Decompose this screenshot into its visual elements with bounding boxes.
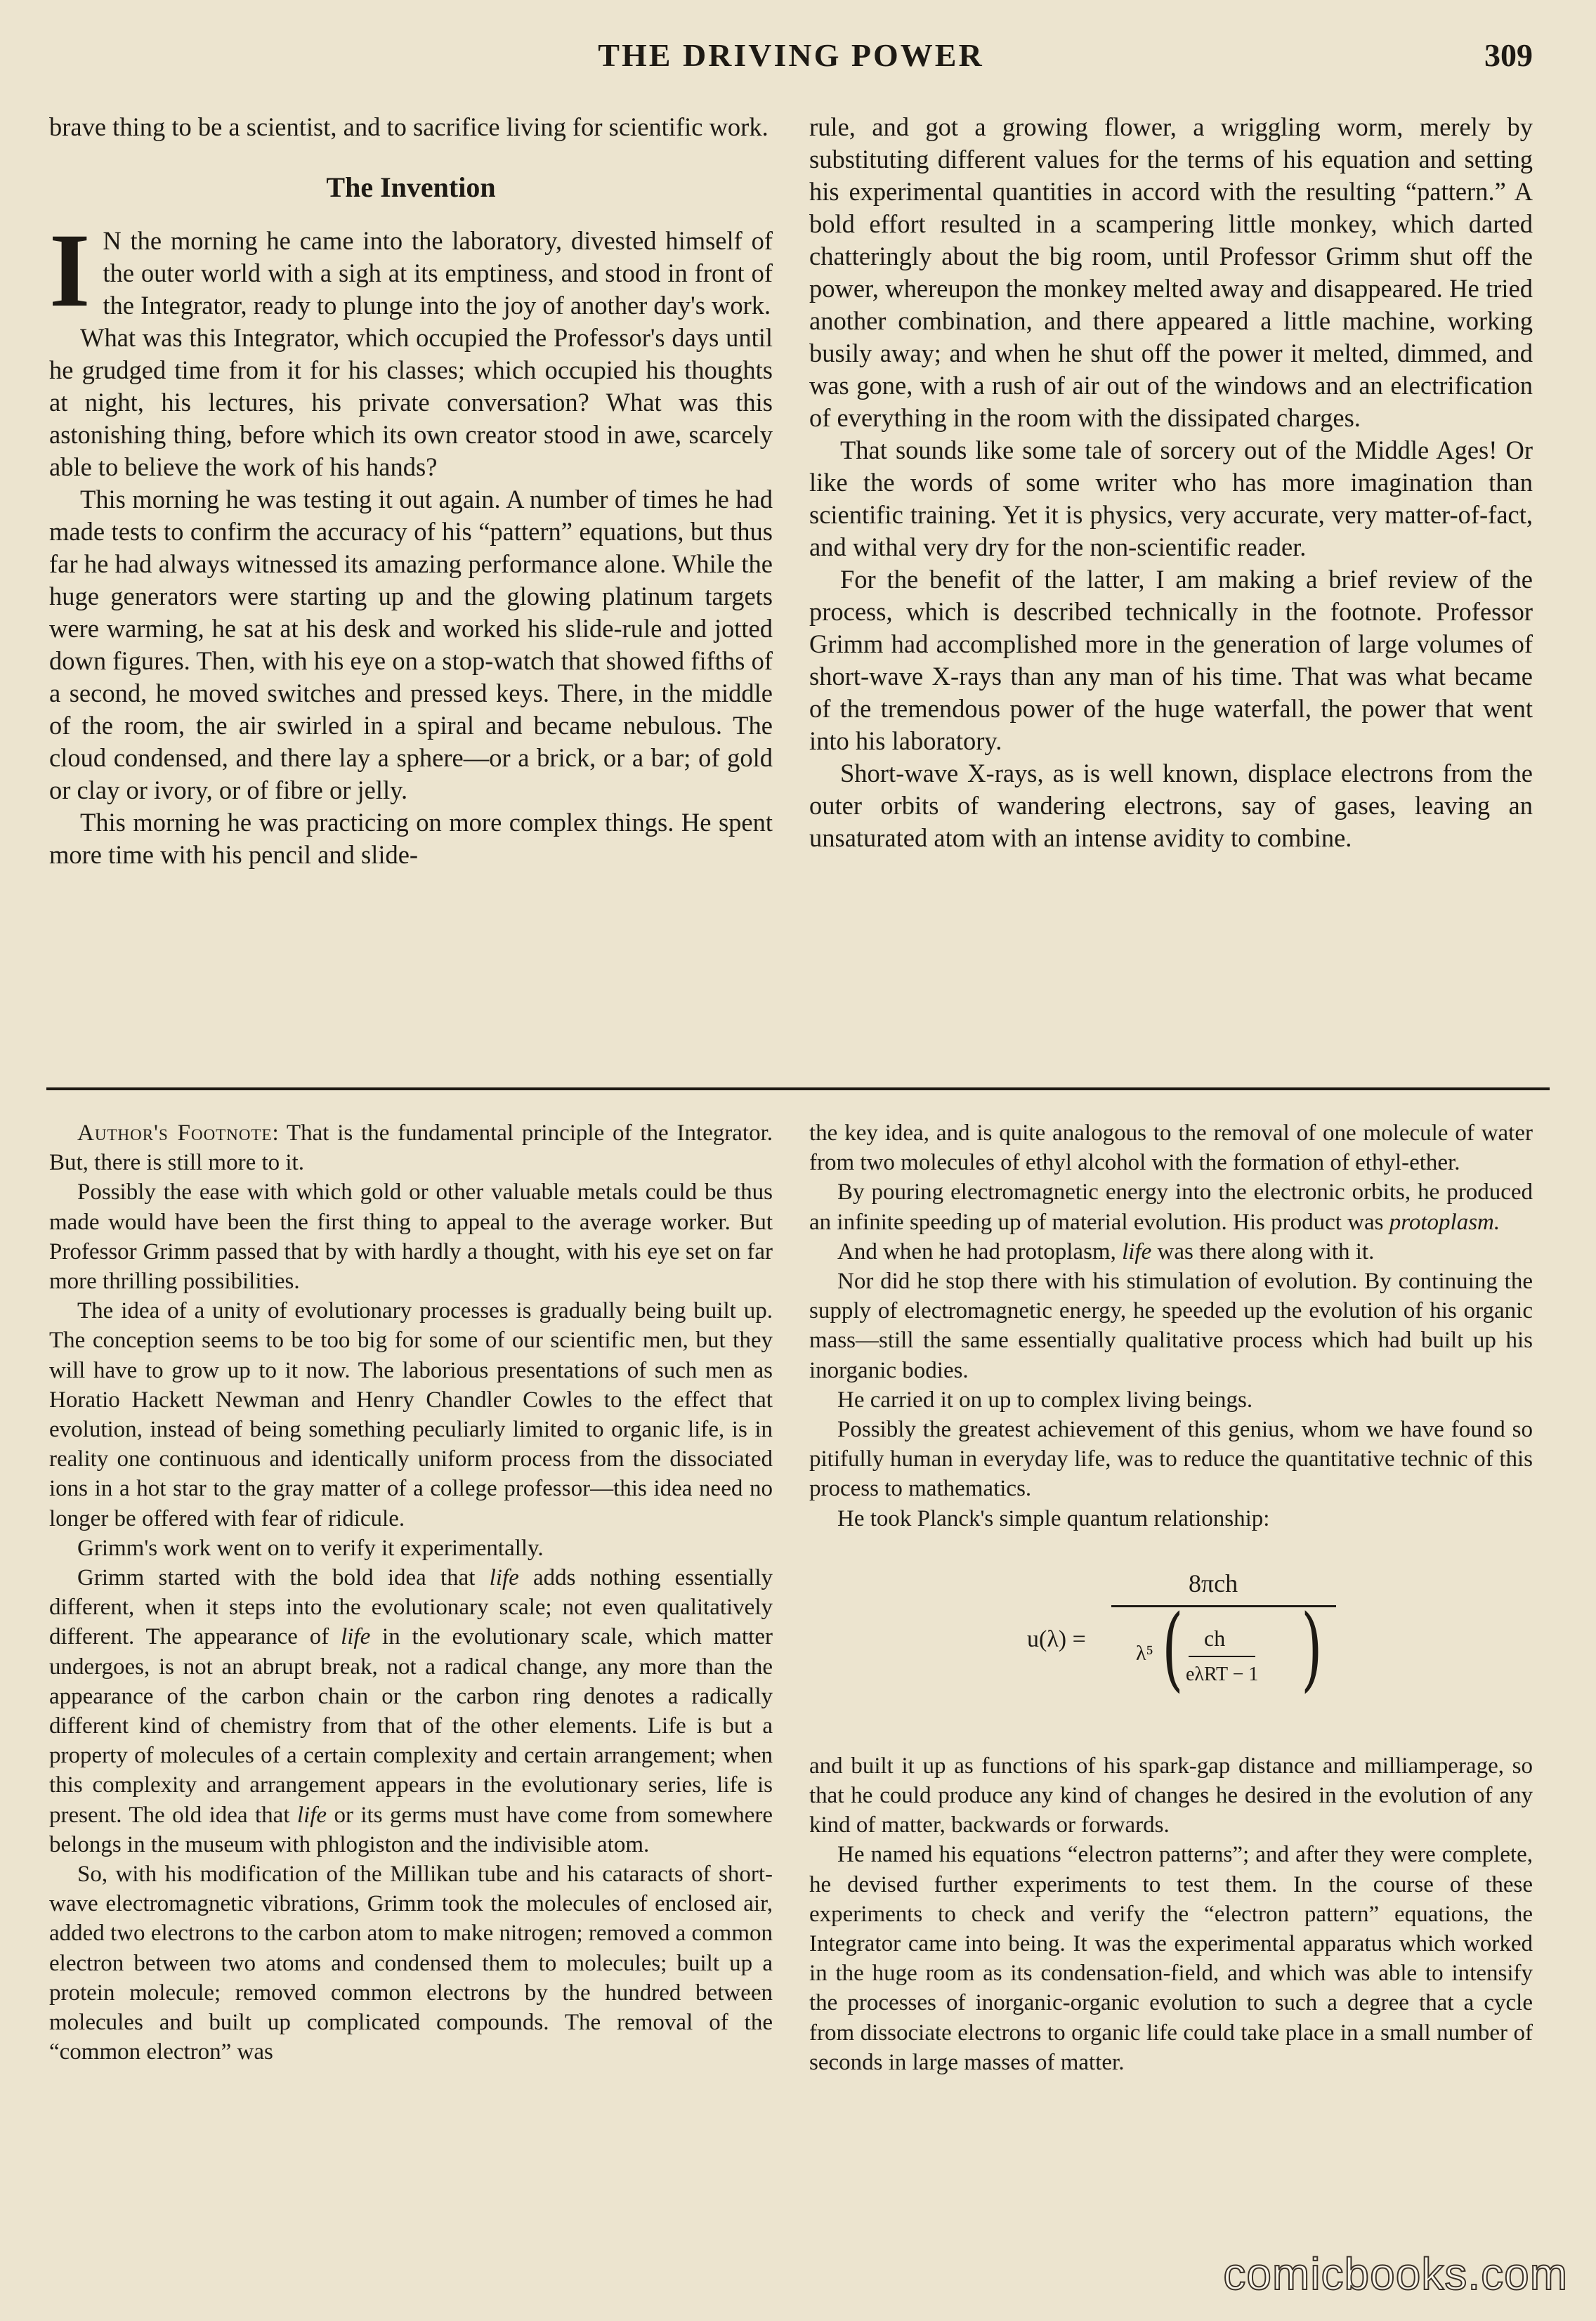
equation-lambda: λ⁵ [1136,1641,1154,1665]
footnote-paragraph [49,1563,773,1859]
footnote-paragraph [49,1118,773,1177]
italic-word: life [489,1565,519,1591]
story-paragraph: This morning he was testing it out again. A number of times he had made tests to confirm the accuracy of his “pattern” equations, but thus far he had always witnessed its amazing performance alone. While the huge generators were starting up and the glowing platinum targets were warming, he sat at his desk and worked his slide-rule and jotted down figures. Then, with his eye on a stop-watch that showed fifths of a second, he moved switches and pressed keys. There, in the middle of the room, the air swirled in a spiral and became nebulous. The cloud condensed, and there lay a sphere—or a brick, or a bar; of gold or clay or ivory, or of fibre or jelly. [49,485,773,804]
footnote-paragraph: He named his equations “electron patterns”; and after they were complete, he devised further experiments to test them. In the course of these experiments to check and verify the “electron pattern” equations, the Integrator came into being. It was the experimental apparatus which worked in the huge room as its condensation-field, and which was able to intensify the processes of inorganic-organic evolution to such a degree that a cycle from dissociate electrons to organic life could take place in a small number of seconds in large masses of matter. [809,1842,1533,2075]
italic-word: life [296,1802,327,1828]
footnote-text: : That is the fundamental principle of the Integrator. But, there is still more to it. [49,1120,773,1176]
story-paragraph: rule, and got a growing flower, a wriggling worm, merely by substituting different values for the terms of his equation and setting his experimental quantities in accord with the resulting “pattern.” A bold effort resulted in a scampering little monkey, which darted chatteringly about the big room, until Professor Grimm shut off the power, whereupon the monkey melted away and disappeared. He tried another combination, and there appeared a little machine, working busily away; and when he shut off the power it melted, dimmed, and was gone, with a rush of air out of the windows and an electrification of everything in the room with the dissipated charges. [809,112,1533,432]
footnote-paragraph [809,1237,1533,1267]
page-number: 309 [1484,37,1533,73]
story-paragraph: What was this Integrator, which occupied the Professor's days until he grudged time from it for his classes; which occupied his thoughts at night, his lectures, his private conversation? What was this astonishing thing, before which its own creator stood in awe, scarcely able to believe the work of his hands? [49,323,773,481]
story-paragraph: That sounds like some tale of sorcery out of the Middle Ages! Or like the words of some writer who has more imagination than scientific training. Yet it is physics, very accurate, very matter-of-fact, and withal very dry for the non-scientific reader. [809,436,1533,561]
italic-word: life [1122,1238,1152,1264]
story-column-left [49,111,773,871]
footnote-paragraph: Nor did he stop there with his stimulation of evolution. By continuing the supply of electromagnetic energy, he speeded up the evolution of his organic mass—still the same essentially qualitative process which had built up his inorganic bodies. [809,1269,1533,1383]
story-paragraph: This morning he was practicing on more complex things. He spent more time with his pencil and slide- [49,808,773,869]
story-paragraph-opening [49,212,773,329]
footnote-text: And when he had protoplasm, [837,1238,1123,1264]
story-column-right [809,111,1533,854]
footnote-paragraph: and built it up as functions of his spark-gap distance and milliamperage, so that he could produce any kind of changes he desired in the evolution of any kind of matter, backwards or forwards. [809,1753,1533,1838]
footnote-text: By pouring electromagnetic energy into the electronic orbits, he produced an infinite speeding up of material evolution. His product was [809,1179,1533,1235]
left-paren: ( [1162,1594,1184,1701]
inner-fraction-bar [1189,1656,1255,1657]
inner-denominator: eλRT − 1 [1186,1663,1259,1685]
footnote-paragraph: the key idea, and is quite analogous to the removal of one molecule of water from two molecules of ethyl alcohol with the formation of ethyl-ether. [809,1120,1533,1176]
drop-cap: I [49,212,91,329]
story-paragraph: Short-wave X-rays, as is well known, displace electrons from the outer orbits of wandering electrons, say of gases, leaving an unsaturated atom with an intense avidity to combine. [809,759,1533,852]
footnote-paragraph: He took Planck's simple quantum relationship: [837,1505,1270,1531]
story-paragraph: For the benefit of the latter, I am making a brief review of the process, which is described technically in the footnote. Professor Grimm had accomplished more in the generation of large volumes of short-wave X-rays than any man of his time. That was what became of the tremendous power of the huge waterfall, the power that went into his laboratory. [809,565,1533,755]
footnote-column-left [49,1118,773,2067]
footnote-paragraph: Possibly the ease with which gold or other valuable metals could be thus made would have been the first thing to appeal to the average worker. But Professor Grimm passed that by with hardly a thought, with his eye set on far more thrilling possibilities. [49,1179,773,1295]
footnote-column-right [809,1118,1533,2077]
equation-numerator: 8πch [1189,1569,1238,1597]
italic-word: protoplasm. [1389,1209,1500,1235]
footnote-text: in the evolutionary scale, which matter undergoes, is not an abrupt break, not a radical change, any more than the appearance of the carbon chain or the carbon ring denotes a radically different kind of chemistry from that of the other elements. Life is but a property of molecules of a certain complexity and certain arrangement; when this complexity and arrangement appears in the evolutionary series, life is present. The old idea that [49,1624,773,1828]
footnote-paragraph: He carried it on up to complex living beings. [837,1387,1253,1413]
equation-lhs: u(λ) = [1027,1626,1086,1652]
footnote-text: adds nothing essentially different, when it steps into the evolutionary scale; not even qualitatively different. The appearance of [49,1565,773,1650]
footnote-paragraph: Possibly the greatest achievement of this genius, whom we have found so pitifully human in everyday life, was to reduce the quantitative technic of this process to mathematics. [809,1417,1533,1502]
footnote-text: or its germs must have come from somewhere belongs in the museum with phlogiston and the indivisible atom. [49,1802,773,1857]
italic-word: life [341,1624,371,1650]
story-paragraph: brave thing to be a scientist, and to sacrifice living for scientific work. [49,112,768,141]
footnote-paragraph [809,1177,1533,1236]
running-head [49,37,1533,86]
story-paragraph-text: N the morning he came into the laboratory, divested himself of the outer world with a sigh at its emptiness, and stood in front of the Integrator, ready to plunge into the joy of another day's work. [103,226,773,320]
section-heading: The Invention [326,171,496,203]
footnote-label: Author's Footnote [77,1120,273,1146]
footnote-text: Grimm started with the bold idea that [77,1565,490,1591]
right-paren: ) [1301,1594,1323,1701]
inner-numerator: ch [1204,1625,1226,1651]
footnote-paragraph: The idea of a unity of evolutionary processes is gradually being built up. The conception seems to be too big for some of our scientific men, but they will have to grow up to it now. The laborious presentations of such men as Horatio Hackett Newman and Henry Chandler Cowles to the effect that evolution, instead of being something peculiarly limited to organic life, is in reality one continuous and identically uniform process from the dissociated ions in a hot star to the gray matter of a college professor—this idea need no longer be offered with fear of ridicule. [49,1298,773,1531]
footnote-paragraph: So, with his modification of the Millikan tube and his cataracts of short-wave electromagnetic vibrations, Grimm took the molecules of enclosed air, added two electrons to the carbon atom to make nitrogen; removed a common electron between two atoms and condensed them to molecules; built up a protein molecule; removed common electrons by the hundred between molecules and built up complicated compounds. The removal of the “common electron” was [49,1862,773,2065]
footnote-paragraph: Grimm's work went on to verify it experimentally. [77,1535,544,1561]
planck-equation [809,1541,1533,1751]
watermark-logo: comicbooks.com [1223,2249,1568,2299]
footnote-text: was there along with it. [1151,1238,1375,1264]
running-title: THE DRIVING POWER [598,37,984,73]
footnote-divider [46,1087,1550,1090]
